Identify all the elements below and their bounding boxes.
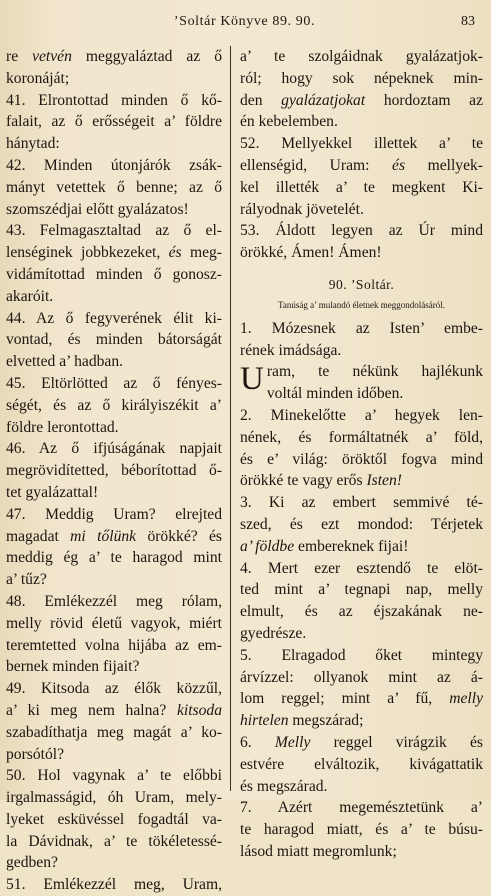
text-line [240,90,483,112]
line-text: la Dávidnak, a’ te tökéletessé- [6,832,222,850]
line-text: lenséginek jobbkezeket, [6,244,169,262]
line-text: 43. Felmagasztaltad az ő el- [6,222,222,240]
section-summary: Tanúság a’ mulandó életnek meggondolásáról. [278,299,445,310]
line-text: estvére elváltozik, kivágattatik [240,755,483,773]
line-text: melly rövid életű vagyok, miért [6,614,222,632]
right-column [240,46,483,863]
text-line [6,46,222,68]
line-text: magadat [6,527,71,545]
text-line [6,831,222,853]
line-text: 53. Áldott legyen az Úr mind [240,222,483,240]
text-line [240,155,483,177]
text-line [240,710,483,732]
text-line [6,264,222,286]
section-title: 90. ’Soltár. [328,276,395,292]
line-rest: meggyaláztad az ő [71,48,222,65]
text-line [6,351,222,373]
line-italic: gyalázatjokat [281,91,366,109]
text-line [6,438,222,460]
line-text: 52. Mellyekkel illettek a’ te [240,135,483,153]
line-text: nének, és formáltatnék a’ föld, [240,428,483,446]
line-italic: Isten! [366,472,402,490]
text-line [6,700,222,722]
line-italic: melly [449,690,483,708]
line-rest: hordoztam az [365,91,483,109]
text-line [240,732,483,754]
line-rest: mellyek- [405,156,483,174]
line-rest: örökké? és [136,527,222,545]
line-text: 47. Meddig Uram? elrejted [6,505,222,523]
text-line [6,852,222,874]
text-line [6,765,222,787]
dropcap-letter: U [240,361,264,398]
line-text: bernek minden fijait? [6,658,140,676]
text-line [240,427,483,449]
line-text: akaróit. [6,287,54,305]
text-line [6,613,222,635]
text-line [6,722,222,744]
column-divider [230,46,231,791]
line-text: mányt vetettek ő benne; az ő [6,178,222,196]
line-text: rályodnak jövetelét. [240,200,364,218]
text-line [6,547,222,569]
text-line [240,623,483,645]
line-text: gedben? [6,854,58,872]
line-text: ségét, és az ő királyiszékit a’ [6,396,222,414]
line-text: rének imádsága. [240,341,342,359]
text-line [240,819,483,841]
line-text: 46. Az ő ifjúságának napjait [6,440,222,458]
line-text: 7. Azért megemésztetünk a’ [240,799,483,817]
line-italic: vetvén [32,48,72,65]
line-text: ted mint a’ tegnapi nap, melly [240,581,483,599]
line-italic: Melly [274,733,311,751]
text-line [240,841,483,863]
psalm-90-verses [240,405,483,863]
line-text: 3. Ki az embert semmivé té- [240,494,483,512]
dropcap-line-2: voltál minden időben. [266,385,404,403]
text-line [6,395,222,417]
line-text: koronáját; [6,69,70,87]
text-line [6,177,222,199]
line-text: 41. Elrontottad minden ő kő- [6,91,222,109]
text-line [240,177,483,199]
line-text: falait, az ő erősségeit a’ földre [6,113,222,131]
line-text: megrövidítetted, béborítottad ő- [6,462,222,480]
line-rest: megszárad; [288,712,364,730]
text-line [6,874,222,896]
text-line [240,199,483,221]
page-number: 83 [461,14,475,29]
line-text: földre lerontottad. [6,418,119,436]
line-text: tet gyalázattal! [6,483,99,501]
line-text: 4. Mert ezer esztendő te elöt- [240,559,483,577]
line-text: szed, és ezt mondod: Térjetek [240,515,483,533]
text-line [6,242,222,264]
text-line [6,220,222,242]
line-text: örökké, Ámen! Ámen! [240,244,382,262]
text-line [6,460,222,482]
text-line [240,68,483,90]
text-line [6,526,222,548]
text-line [6,68,222,90]
line-text: irgalmasságid, óh Uram, mely- [6,789,222,807]
text-line [240,133,483,155]
text-line [240,776,483,798]
line-italic: és [168,244,182,262]
line-italic: hirtelen [240,712,289,730]
line-text: 42. Minden útonjárók zsák- [6,156,222,174]
line-text: te haragod miatt, és a’ te búsu- [240,821,483,839]
text-line [240,449,483,471]
line-text: 45. Eltörlötted az ő fényes- [6,374,222,392]
line-text: 1. Mózesnek az Isten’ embe- [240,319,483,337]
text-line [240,340,483,362]
line-text: 44. Az ő fegyverének élit ki- [6,309,222,327]
line-text: elmult, és az éjszakának ne- [240,603,483,621]
text-line [240,405,483,427]
dropcap-paragraph [240,361,483,405]
line-text: a’ ki meg nem halna? [6,701,177,719]
line-text: ellenségid, Uram: [240,156,393,174]
text-line [240,797,483,819]
line-text: re [6,48,33,65]
text-line [6,591,222,613]
text-line [6,656,222,678]
line-text: den [240,91,282,109]
line-italic: és [392,156,406,174]
psalm-90-intro [240,318,483,362]
text-line [240,220,483,242]
text-line [240,470,483,492]
line-italic: mi tőlünk [70,527,137,545]
line-text: gyedrésze. [240,624,307,642]
text-line [6,635,222,657]
line-text: vidámítottad minden ő gonosz- [6,265,222,283]
line-text: szomszédjai előtt gyalázatos! [6,200,189,218]
text-line [6,329,222,351]
text-line [240,46,483,68]
text-line [240,754,483,776]
line-rest: embereknek fijai! [294,537,409,555]
text-line [240,601,483,623]
line-text: vontad, és minden bátorságát [6,331,222,349]
line-text: 6. [240,733,275,751]
text-line [6,199,222,221]
left-column [6,46,222,896]
text-line [6,373,222,395]
text-line [6,90,222,112]
line-text: 5. Elragadod őket mintegy [240,646,483,664]
line-italic: a’ földbe [240,537,295,555]
line-text: 49. Kitsoda az élők közzűl, [6,680,222,698]
line-text: a’ te szolgáidnak gyalázatjok- [240,48,483,65]
line-rest: reggel virágzik és [310,733,483,751]
line-text: kel illették a’ te megkent Ki- [240,178,483,196]
line-text: szabadíthatja meg magát a’ ko- [6,723,222,741]
text-line [6,787,222,809]
text-line [6,308,222,330]
text-line [6,569,222,591]
text-line [6,504,222,526]
text-line [240,242,483,264]
text-line [240,318,483,340]
text-line [240,579,483,601]
line-text: lom reggel; mint a’ fű, [240,690,450,708]
text-line [240,667,483,689]
running-header [8,14,481,34]
psalm-89-ending [240,46,483,264]
line-text: én kebelemben. [240,113,338,131]
text-line [6,744,222,766]
line-text: 48. Emlékezzél meg rólam, [6,592,222,610]
text-line [240,536,483,558]
text-line [240,111,483,133]
text-line [240,492,483,514]
text-line [6,417,222,439]
line-text: lyeket esküvéssel fogadtál va- [6,810,222,828]
text-line [6,286,222,308]
line-text: teremtetted volna hijába az em- [6,636,222,654]
text-line [240,645,483,667]
line-rest: meg- [181,244,222,262]
text-line [6,111,222,133]
line-text: árvízzel: ollyanok mint az á- [240,668,483,686]
text-line [6,678,222,700]
text-line [240,514,483,536]
dropcap-line-1: ram, te nékünk hajlékunk [266,363,483,381]
text-line [240,558,483,580]
line-italic: kitsoda [176,701,222,719]
text-line [240,688,483,710]
line-text: elvetted a’ hadban. [6,353,124,371]
line-text: és megszárad. [240,777,328,795]
line-text: és e’ világ: öröktől fogva mind [240,450,483,468]
line-text: 50. Hol vagynak a’ te előbbi [6,767,222,785]
line-text: meddig ég a’ te haragod mint [6,549,222,567]
line-text: 51. Emlékezzél meg, Uram, [6,876,222,894]
line-text: porsótól? [6,745,65,763]
text-line [6,133,222,155]
line-text: hánytad: [6,135,60,153]
line-text: a’ tűz? [6,571,47,589]
text-line [6,155,222,177]
line-text: 2. Minekelőtte a’ hegyek len- [240,406,483,424]
line-text: ról; hogy sok népeknek min- [240,69,483,87]
text-line [6,809,222,831]
running-title: ’Soltár Könyve 89. 90. [173,14,316,29]
text-line [6,482,222,504]
line-text: örökké te vagy erős [240,472,367,490]
line-text: lásod miatt megromlunk; [240,842,397,860]
